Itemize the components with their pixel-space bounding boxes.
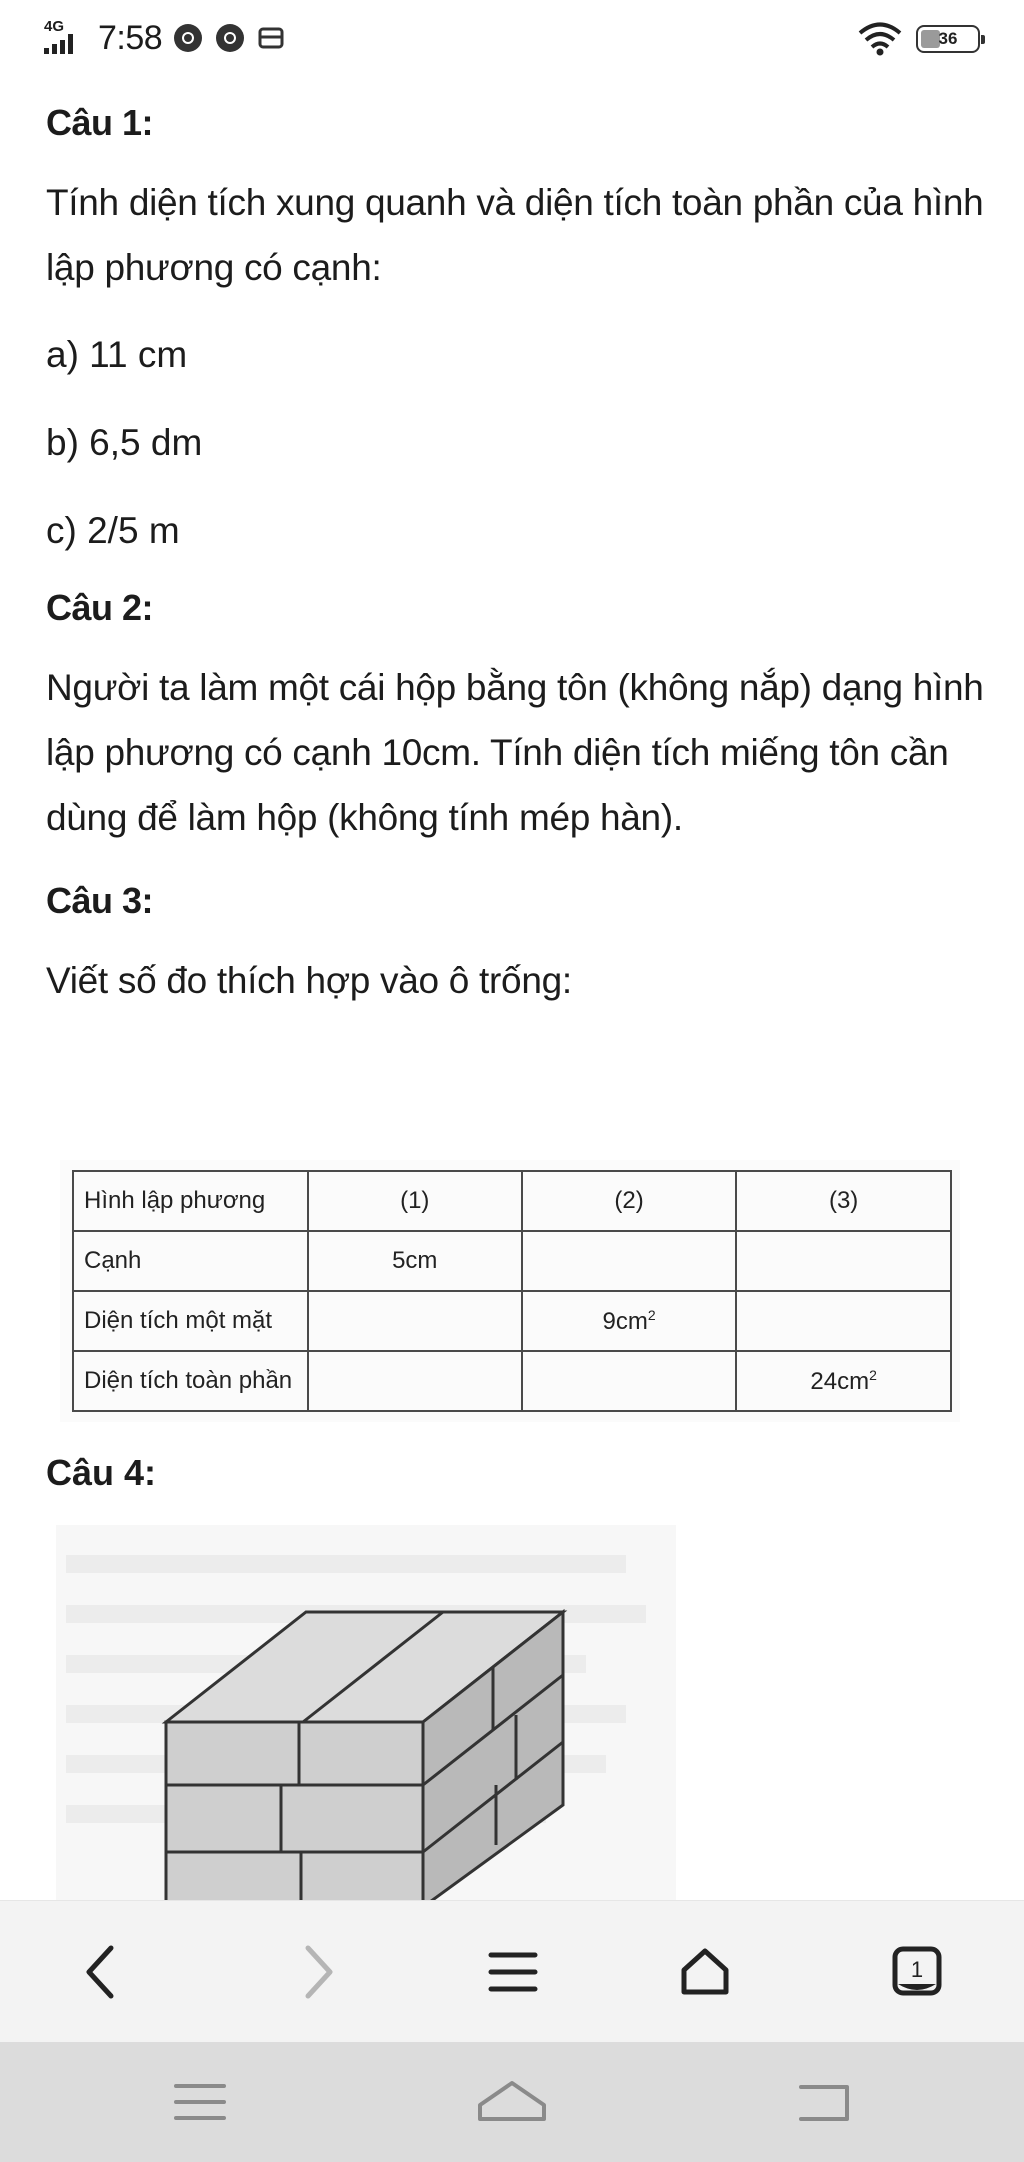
tabs-count: 1 (910, 1957, 924, 1982)
tabs-button[interactable] (882, 1937, 952, 2007)
table-cell (522, 1291, 736, 1351)
back-nav-icon (797, 2081, 853, 2123)
battery-level-fill (921, 30, 940, 48)
table-cell: Cạnh (73, 1231, 308, 1291)
table-row (73, 1291, 951, 1351)
home-nav-icon (476, 2079, 548, 2125)
table-cell (736, 1351, 951, 1411)
chrome-notification-icon (214, 22, 246, 54)
system-navigation-bar (0, 2042, 1024, 2162)
recent-apps-button[interactable] (160, 2072, 240, 2132)
superscript: 2 (869, 1366, 877, 1383)
home-icon (679, 1946, 731, 1998)
browser-toolbar (0, 1900, 1024, 2043)
battery-percent: 36 (938, 29, 958, 48)
table-cell: (3) (736, 1171, 951, 1231)
table-cell: 5cm (308, 1231, 522, 1291)
status-bar-right (858, 22, 980, 56)
article-content (46, 78, 986, 1035)
forward-icon (298, 1944, 338, 2000)
cube-table-image (60, 1160, 960, 1422)
forward-button[interactable] (283, 1937, 353, 2007)
network-type-label: 4G (44, 18, 65, 35)
question-1-title: Câu 1: (46, 102, 154, 143)
table-cell (308, 1351, 522, 1411)
table-cell (736, 1291, 951, 1351)
status-bar (0, 0, 1024, 78)
superscript: 2 (647, 1306, 656, 1323)
back-button[interactable] (66, 1937, 136, 2007)
table-cell: (1) (308, 1171, 522, 1231)
menu-icon (488, 1947, 538, 1997)
table-cell (522, 1231, 736, 1291)
question-1-option-a: a) 11 cm (46, 334, 188, 375)
table-cell: Diện tích toàn phần (73, 1351, 308, 1411)
chrome-notification-icon (172, 22, 204, 54)
question-3-text: Viết số đo thích hợp vào ô trống: (46, 960, 572, 1001)
question-1-option-b: b) 6,5 dm (46, 422, 203, 463)
cellular-signal-icon (44, 18, 88, 58)
notification-app-icon (256, 23, 286, 53)
question-1-option-c: c) 2/5 m (46, 510, 180, 551)
table-cell: Diện tích một mặt (73, 1291, 308, 1351)
table-header-row (73, 1171, 951, 1231)
wifi-icon (858, 22, 902, 56)
table-row (73, 1351, 951, 1411)
cell-value: 9cm (602, 1307, 648, 1335)
question-3-title: Câu 3: (46, 880, 154, 921)
question-4-title: Câu 4: (46, 1452, 157, 1493)
table-row (73, 1231, 951, 1291)
table-cell (736, 1231, 951, 1291)
tabs-icon (892, 1946, 942, 1998)
back-icon (81, 1944, 121, 2000)
cell-value: 24cm (810, 1367, 870, 1395)
question-2-title: Câu 2: (46, 587, 154, 628)
back-nav-button[interactable] (785, 2072, 865, 2132)
home-button[interactable] (670, 1937, 740, 2007)
menu-button[interactable] (478, 1937, 548, 2007)
question-1-text: Tính diện tích xung quanh và diện tích toàn phần của hình lập phương có cạnh: (46, 182, 984, 288)
status-time: 7:58 (98, 18, 163, 57)
cube-table (72, 1170, 952, 1412)
battery-icon (916, 25, 980, 53)
brick-stack-illustration (56, 1525, 676, 1900)
table-cell: (2) (522, 1171, 736, 1231)
table-cell (522, 1351, 736, 1411)
table-cell (308, 1291, 522, 1351)
brick-stack-figure (56, 1525, 676, 1900)
table-cell: Hình lập phương (73, 1171, 308, 1231)
status-bar-left (44, 18, 286, 58)
recent-apps-icon (174, 2082, 226, 2122)
home-nav-button[interactable] (472, 2072, 552, 2132)
question-2-text: Người ta làm một cái hộp bằng tôn (không nắp) dạng hình lập phương có cạnh 10cm. Tính diện tích miếng tôn cần dùng để làm hộp (không tính mép hàn). (46, 667, 984, 838)
